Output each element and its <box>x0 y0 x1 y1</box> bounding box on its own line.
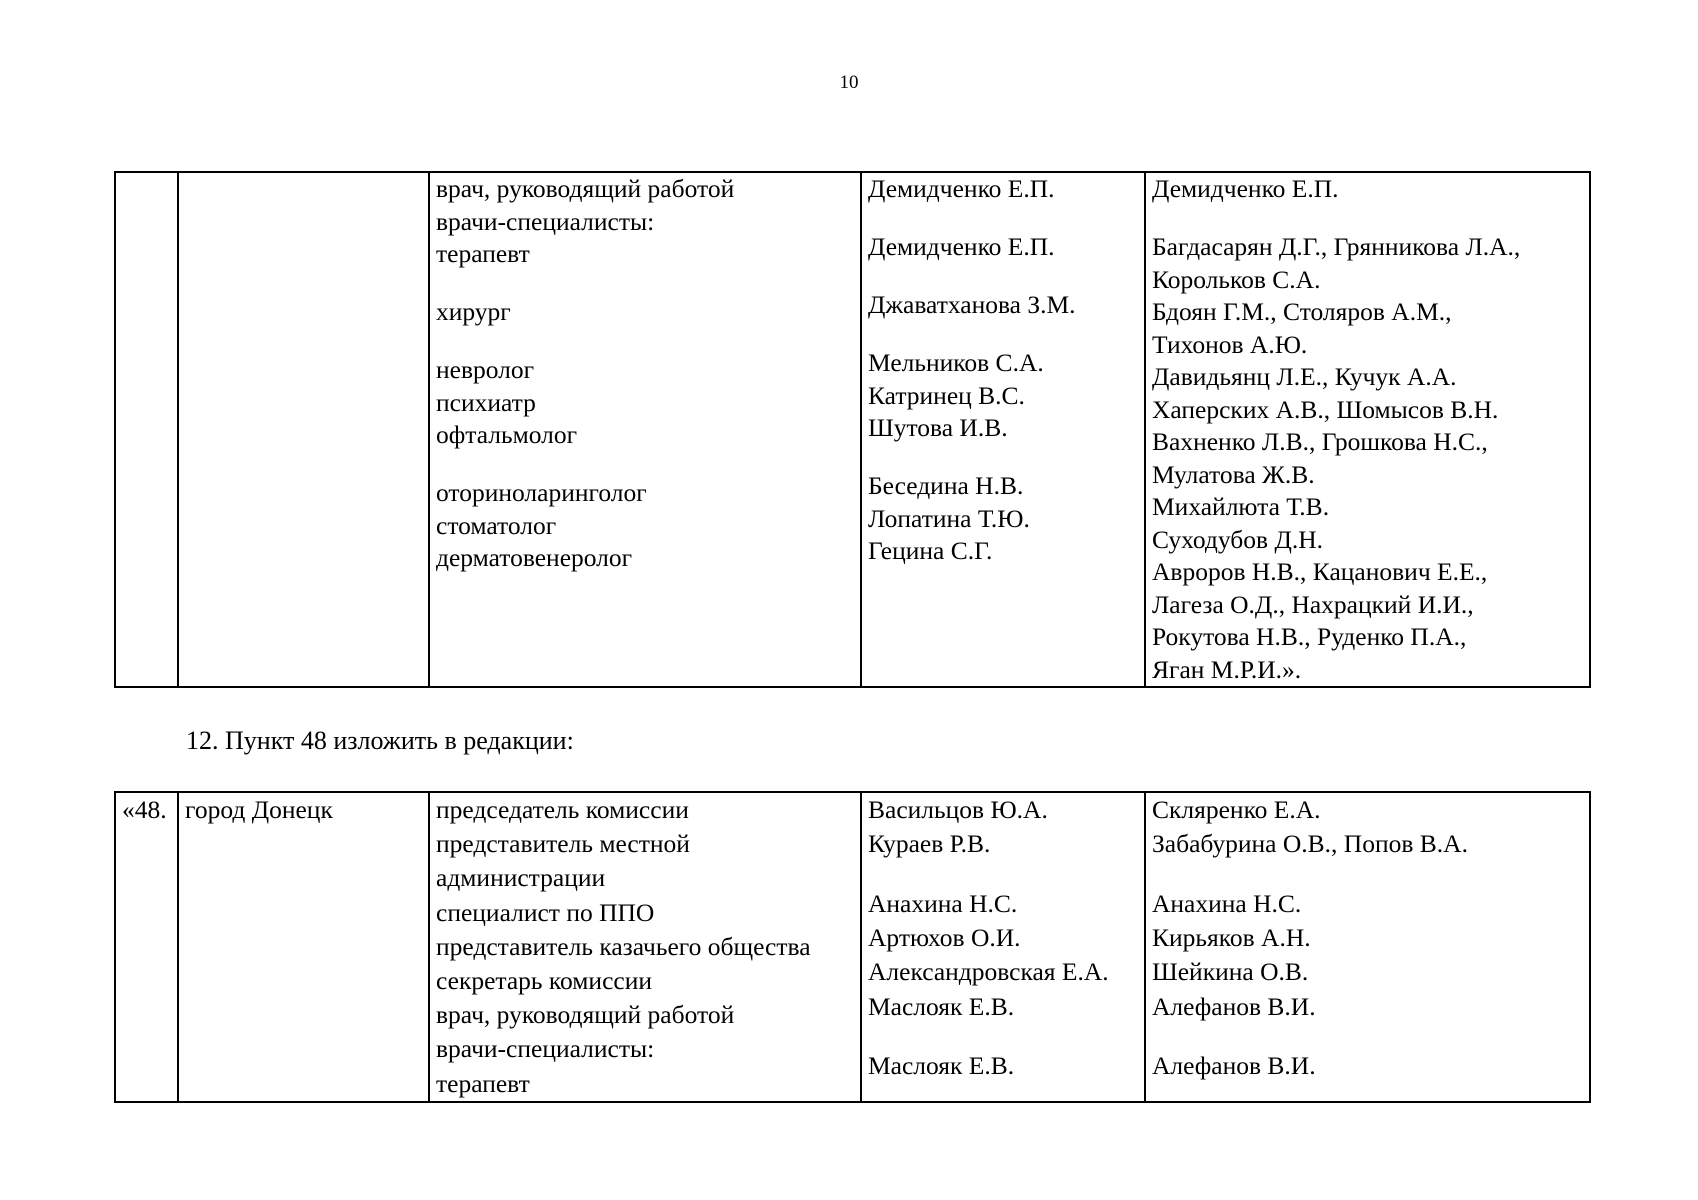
cell-line: Алефанов В.И. <box>1152 1051 1316 1081</box>
cell-line: невролог <box>436 355 535 384</box>
cell-line: Кураев Р.В. <box>868 829 991 859</box>
cell-line: Авроров Н.В., Кацанович Е.Е., <box>1152 557 1488 586</box>
cell-line: Васильцов Ю.А. <box>868 795 1048 824</box>
cell-line: Скляренко Е.А. <box>1152 795 1321 824</box>
cell-line: Лагеза О.Д., Нахрацкий И.И., <box>1152 589 1474 619</box>
cell-line: Катринец В.С. <box>868 380 1025 410</box>
cell-line: «48. <box>122 795 167 824</box>
cell-line: секретарь комиссии <box>436 966 653 996</box>
cell-line: администрации <box>436 863 606 893</box>
table-row <box>115 172 1590 687</box>
cell-line <box>436 575 856 601</box>
table-body <box>115 792 1590 1102</box>
cell-line <box>436 271 856 297</box>
cell-line: терапевт <box>436 239 530 268</box>
cell-line: офтальмолог <box>436 420 578 449</box>
cell-line: город Донецк <box>185 795 333 824</box>
page-number: 10 <box>839 72 859 93</box>
table-body <box>115 172 1590 687</box>
cell-line <box>868 206 1140 232</box>
cell-line: дерматовенеролог <box>436 543 633 572</box>
cell-line: Бдоян Г.М., Столяров А.М., <box>1152 297 1452 326</box>
cell-line: Александровская Е.А. <box>868 957 1109 987</box>
cell-line: Суходубов Д.Н. <box>1152 524 1324 554</box>
cell-line: Хаперских А.В., Шомысов В.Н. <box>1152 394 1499 424</box>
commission-table-item-48 <box>114 791 1591 1103</box>
cell-line: Анахина Н.С. <box>868 888 1018 918</box>
item-number-cell <box>115 172 178 687</box>
cell-line: врачи-специалисты: <box>436 206 655 236</box>
cell-line <box>868 619 1140 645</box>
commission-table-continued <box>114 171 1591 688</box>
cell-line: Маслояк Е.В. <box>868 1051 1015 1081</box>
cell-line: Вахненко Л.В., Грошкова Н.С., <box>1152 427 1488 456</box>
role-cell <box>429 792 861 1102</box>
cell-line <box>436 626 856 652</box>
item-number-cell <box>115 792 178 1102</box>
cell-line: Анахина Н.С. <box>1152 888 1302 918</box>
cell-line: врач, руководящий работой <box>436 1000 735 1030</box>
cell-line <box>1152 1024 1585 1050</box>
cell-line <box>436 452 856 478</box>
cell-line: стоматолог <box>436 510 557 540</box>
cell-line <box>1152 206 1585 232</box>
amendment-heading: 12. Пункт 48 изложить в редакции: <box>186 726 574 755</box>
cell-line: хирург <box>436 297 511 326</box>
cell-line: терапевт <box>436 1068 530 1098</box>
cell-line: Михайлюта Т.В. <box>1152 492 1330 521</box>
cell-line: специалист по ППО <box>436 897 655 927</box>
cell-line: Маслояк Е.В. <box>868 991 1015 1021</box>
cell-line: представитель местной <box>436 829 690 859</box>
cell-line <box>868 322 1140 348</box>
cell-line: психиатр <box>436 387 536 417</box>
cell-line <box>868 568 1140 594</box>
cell-line: Артюхов О.И. <box>868 923 1021 953</box>
cell-line <box>436 600 856 626</box>
cell-line: Давидьянц Л.Е., Кучук А.А. <box>1152 362 1457 391</box>
reserve-member-cell <box>1145 792 1590 1102</box>
role-cell <box>429 172 861 687</box>
municipality-cell <box>178 792 429 1102</box>
cell-line: Демидченко Е.П. <box>1152 174 1339 203</box>
reserve-member-cell <box>1145 172 1590 687</box>
cell-line: Забабурина О.В., Попов В.А. <box>1152 829 1468 859</box>
cell-line: Шутова И.В. <box>868 413 1008 442</box>
cell-line: Шейкина О.В. <box>1152 957 1309 987</box>
cell-line: Демидченко Е.П. <box>868 174 1055 203</box>
cell-line: Беседина Н.В. <box>868 471 1024 500</box>
cell-line: Джаватханова З.М. <box>868 290 1076 319</box>
main-member-cell <box>861 792 1145 1102</box>
cell-line: председатель комиссии <box>436 795 689 824</box>
cell-line: Багдасарян Д.Г., Грянникова Л.А., <box>1152 232 1521 261</box>
cell-line: Яган М.Р.И.». <box>1152 654 1302 684</box>
table-row <box>115 792 1590 1102</box>
cell-line: Демидченко Е.П. <box>868 232 1055 261</box>
cell-line <box>436 329 856 355</box>
cell-line <box>868 861 1140 887</box>
cell-line: Алефанов В.И. <box>1152 991 1316 1021</box>
cell-line: Мельников С.А. <box>868 348 1044 377</box>
cell-line: врач, руководящий работой <box>436 174 735 203</box>
cell-line: Мулатова Ж.В. <box>1152 459 1315 489</box>
cell-line: оториноларинголог <box>436 478 647 507</box>
cell-line <box>868 445 1140 471</box>
cell-line: Корольков С.А. <box>1152 264 1321 294</box>
main-member-cell <box>861 172 1145 687</box>
cell-line: Гецина С.Г. <box>868 536 993 565</box>
cell-line: Кирьяков А.Н. <box>1152 923 1311 953</box>
cell-line: Лопатина Т.Ю. <box>868 503 1030 533</box>
cell-line: Рокутова Н.В., Руденко П.А., <box>1152 622 1467 651</box>
cell-line <box>1152 861 1585 887</box>
cell-line <box>868 264 1140 290</box>
municipality-cell <box>178 172 429 687</box>
cell-line <box>868 1024 1140 1050</box>
cell-line: Тихонов А.Ю. <box>1152 329 1308 359</box>
cell-line <box>868 593 1140 619</box>
cell-line: врачи-специалисты: <box>436 1034 655 1064</box>
cell-line: представитель казачьего общества <box>436 931 811 961</box>
